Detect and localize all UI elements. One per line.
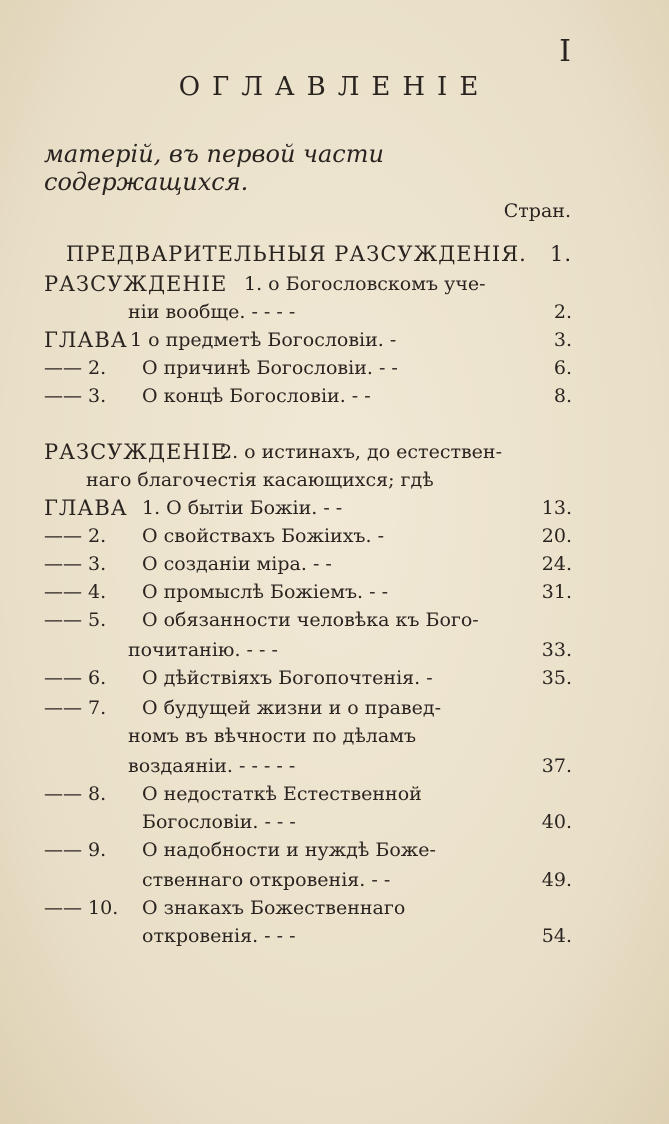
toc-label: —— 8. [44,783,107,805]
toc-page: 2. [553,301,572,323]
toc-row [44,240,572,268]
toc-row [44,664,572,692]
toc-row [44,494,572,522]
page-number: I [559,34,571,69]
toc-label: —— 6. [44,667,107,689]
toc-label: ГЛАВА [44,328,128,352]
toc-page: 3. [553,329,572,351]
toc-row [44,752,572,780]
toc-row [44,922,572,950]
toc-text: О надобности и нуждѣ Боже- [142,839,436,861]
toc-page: 1. [549,242,572,266]
toc-row [44,466,572,494]
toc-text: 1. о Богословскомъ уче- [244,273,486,295]
toc-text: ПРЕДВАРИТЕЛЬНЫЯ РАЗСУЖДЕНІЯ. [66,242,527,266]
toc-page: 37. [541,755,572,777]
toc-row [44,836,572,864]
toc-label: —— 9. [44,839,107,861]
toc-label: —— 2. [44,525,107,547]
toc-text: О знакахъ Божественнаго [142,897,406,919]
toc-row [44,894,572,922]
toc-page: 40. [541,811,572,833]
toc-row [44,326,572,354]
toc-text: О концѣ Богословіи. - - [142,385,371,407]
toc-row [44,578,572,606]
toc-row [44,606,572,634]
toc-label: —— 2. [44,357,107,379]
toc-text: ственнаго откровенія. - - [142,869,391,891]
toc-row [44,780,572,808]
toc-row [44,354,572,382]
toc-text: О свойствахъ Божіихъ. - [142,525,384,547]
toc-row [44,382,572,410]
toc-row [44,808,572,836]
toc-text: ніи вообще. - - - - [128,301,296,323]
toc-text: О будущей жизни и о правед- [142,697,441,719]
toc-label: —— 3. [44,553,107,575]
toc-text: номъ въ вѣчности по дѣламъ [128,725,417,747]
toc-text: 2. о истинахъ, до естествен- [220,441,502,463]
toc-label: РАЗСУЖДЕНІЕ [44,440,228,464]
toc-row [44,298,572,326]
toc-text: О недостаткѣ Естественной [142,783,422,805]
toc-page: 24. [541,553,572,575]
toc-label: ГЛАВА [44,496,128,520]
toc-row [44,722,572,750]
toc-page: 6. [553,357,572,379]
toc-label: —— 10. [44,897,119,919]
toc-label: —— 5. [44,609,107,631]
toc-page: 54. [541,925,572,947]
page-title: ОГЛАВЛЕНІЕ [178,72,491,102]
toc-row [44,438,572,466]
toc-label: —— 3. [44,385,107,407]
toc-label: РАЗСУЖДЕНІЕ [44,272,228,296]
toc-label: —— 4. [44,581,107,603]
toc-page: 20. [541,525,572,547]
toc-text: 1 о предметѣ Богословіи. - [130,329,397,351]
toc-text: откровенія. - - - [142,925,296,947]
toc-text: О созданіи міра. - - [142,553,332,575]
toc-page: 49. [541,869,572,891]
toc-page: 31. [541,581,572,603]
toc-text: Богословіи. - - - [142,811,296,833]
toc-row [44,550,572,578]
toc-text: 1. О бытіи Божіи. - - [142,497,343,519]
toc-text: О дѣйствіяхъ Богопочтенія. - [142,667,433,689]
column-header-pages: Стран. [503,200,571,222]
toc-page: 13. [541,497,572,519]
page-subtitle: матерій, въ первой части содержащихся. [44,140,384,196]
toc-label: —— 7. [44,697,107,719]
toc-page: 8. [553,385,572,407]
toc-row [44,636,572,664]
toc-row [44,694,572,722]
toc-text: О причинѣ Богословіи. - - [142,357,398,379]
toc-row [44,522,572,550]
toc-text: почитанію. - - - [128,639,278,661]
toc-text: О промыслѣ Божіемъ. - - [142,581,389,603]
toc-text: наго благочестія касающихся; гдѣ [86,469,434,491]
toc-page: 33. [541,639,572,661]
toc-row [44,866,572,894]
toc-text: О обязанности человѣка къ Бого- [142,609,479,631]
toc-text: воздаяніи. - - - - - [128,755,296,777]
toc-row [44,270,572,298]
toc-page: 35. [541,667,572,689]
